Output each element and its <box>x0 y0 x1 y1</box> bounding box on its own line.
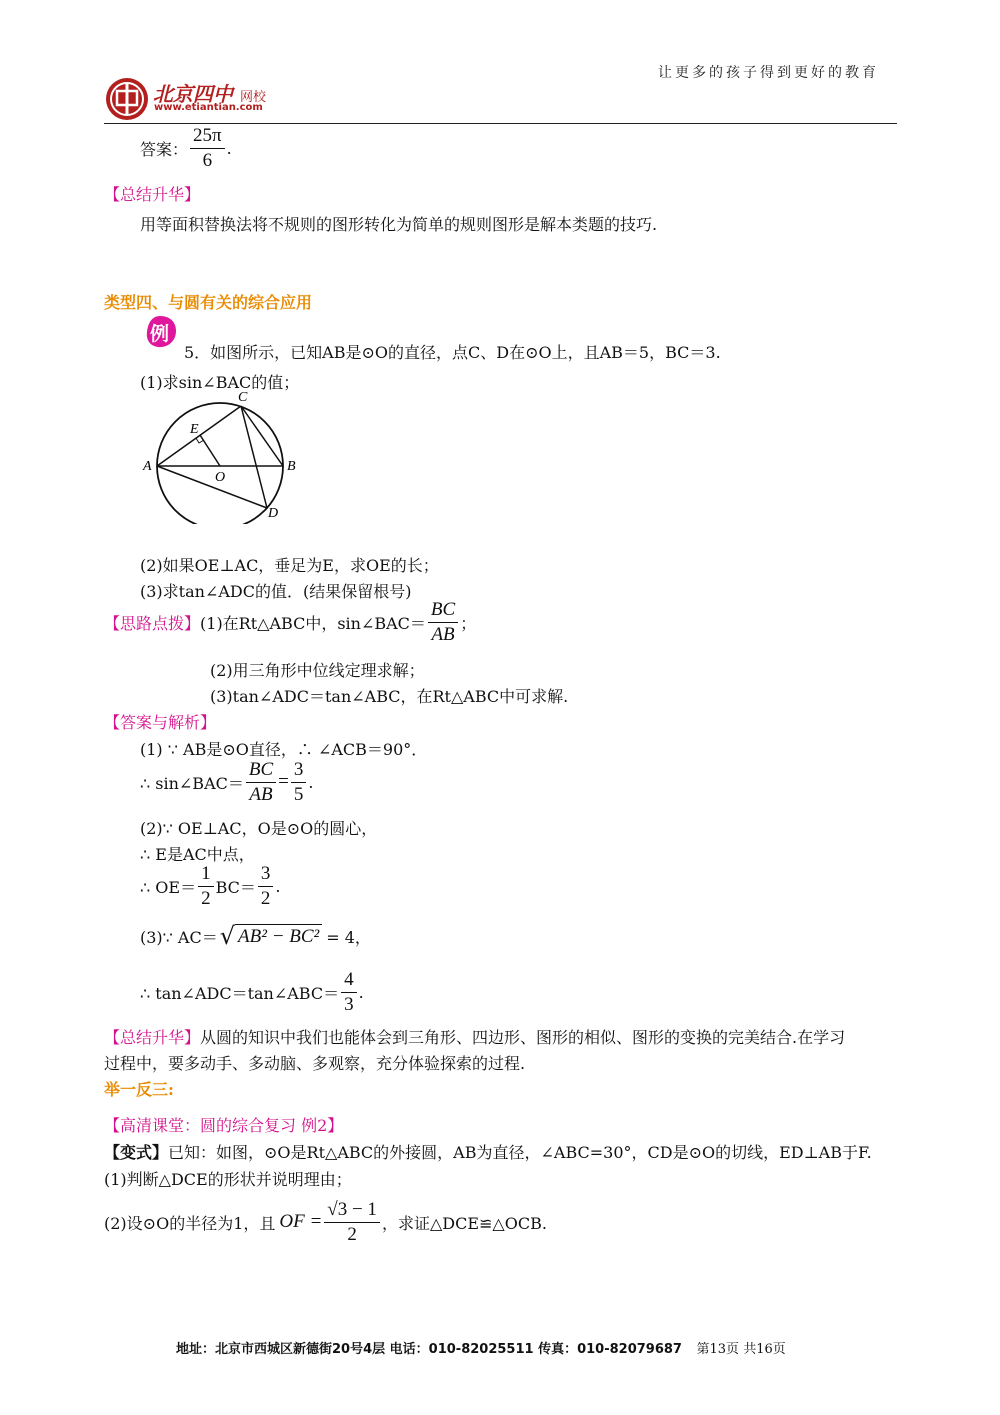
fig-label-e: E <box>190 422 199 437</box>
practice-class-tag: 【高清课堂：圆的综合复习 例2】 <box>104 1116 344 1135</box>
hint-fraction <box>428 600 458 645</box>
hint-line-2: (2)用三角形中位线定理求解； <box>210 661 425 680</box>
s7-den: 3 <box>344 993 354 1015</box>
v2-num: √3 − 1 <box>324 1200 380 1223</box>
summary-2-text-1: 从圆的知识中我们也能体会到三角形、四边形、图形的相似、图形的变换的完美结合.在学习 <box>200 1028 846 1047</box>
practice-v1: (1)判断△DCE的形状并说明理由； <box>104 1170 352 1189</box>
footer-address: 地址：北京市西城区新德街20号4层 电话：010-82025511 传真：010-82079687 <box>176 1342 682 1357</box>
variant-text: 已知：如图，⊙O是Rt△ABC的外接圆，AB为直径，∠ABC=30°，CD是⊙O的切线，ED⊥AB于F. <box>168 1143 872 1162</box>
v2-den: 2 <box>347 1223 357 1245</box>
solution-step-3: (2)∵ OE⊥AC，O是⊙O的圆心， <box>140 819 378 838</box>
s7-pre: ∴ tan∠ADC＝tan∠ABC＝ <box>140 983 340 1003</box>
solution-step-7 <box>140 970 364 1015</box>
fig-label-c: C <box>238 390 248 405</box>
sqrt-expression <box>220 924 323 948</box>
s7-frac <box>341 970 357 1015</box>
hint-num: BC <box>428 600 458 623</box>
practice-variant <box>104 1140 872 1163</box>
answer-fraction <box>190 126 225 171</box>
answer-line <box>140 126 232 171</box>
s2-end: . <box>308 772 314 792</box>
summary-text-1: 用等面积替换法将不规则的图形转化为简单的规则图形是解本类题的技巧. <box>140 215 658 234</box>
v2-post: ，求证△DCE≌△OCB. <box>381 1213 547 1233</box>
s2-pre: ∴ sin∠BAC＝ <box>140 773 244 793</box>
school-logo-icon <box>104 76 150 122</box>
hint-line-3: (3)tan∠ADC＝tan∠ABC，在Rt△ABC中可求解. <box>210 687 569 706</box>
fig-label-o: O <box>215 470 226 485</box>
s2-eq: = <box>278 771 289 793</box>
hint-den: AB <box>431 623 455 645</box>
answer-label: 答案： <box>140 139 189 159</box>
example-q1: (1)求sin∠BAC的值； <box>140 373 300 392</box>
solution-step-1: (1) ∵ AB是⊙O直径，∴ ∠ACB＝90°． <box>140 740 428 759</box>
practice-title: 举一反三: <box>104 1080 174 1099</box>
s5-num2: 3 <box>258 864 274 887</box>
logo-url: www.etiantian.com <box>154 102 263 113</box>
fig-label-a: A <box>143 459 152 474</box>
s2-den1: AB <box>249 783 273 805</box>
example-q3: (3)求tan∠ADC的值．(结果保留根号) <box>140 582 412 601</box>
answer-end: . <box>226 138 232 158</box>
hint-l1-end: ； <box>460 613 477 633</box>
fig-label-b: B <box>287 459 296 474</box>
v2-pre: (2)设⊙O的半径为1，且 <box>104 1213 276 1233</box>
logo-net: 网校 <box>240 90 267 105</box>
hint-line-1 <box>104 600 476 645</box>
v2-frac <box>324 1200 380 1245</box>
s5-frac-2 <box>258 864 274 909</box>
s6-radicand: AB² − BC² <box>235 924 322 948</box>
solution-tag: 【答案与解析】 <box>104 713 217 732</box>
s5-den2: 2 <box>260 887 271 909</box>
example-badge-text: 例 <box>150 323 170 345</box>
s6-post: = 4， <box>326 927 371 947</box>
summary-tag-2: 【总结升华】 <box>104 1028 201 1047</box>
example-q2: (2)如果OE⊥AC，垂足为E，求OE的长； <box>140 556 439 575</box>
footer-page-number: 第13页 共16页 <box>696 1342 786 1357</box>
s2-num2: 3 <box>291 760 307 783</box>
circle-figure <box>140 388 310 524</box>
s5-pre: ∴ OE＝ <box>140 877 197 897</box>
logo-name: 北京四中 <box>153 82 233 106</box>
header-slogan: 让更多的孩子得到更好的教育 <box>658 65 879 81</box>
section-title: 类型四、与圆有关的综合应用 <box>104 293 313 312</box>
s5-mid: BC＝ <box>215 877 256 897</box>
summary-2-line-2: 过程中，要多动手、多动脑、多观察，充分体验探索的过程. <box>104 1054 526 1073</box>
s7-end: . <box>358 982 364 1002</box>
s5-end: . <box>275 876 281 896</box>
fig-label-d: D <box>268 506 279 521</box>
hint-tag: 【思路点拨】 <box>104 613 201 633</box>
answer-num: 25π <box>190 126 225 149</box>
solution-step-2 <box>140 760 313 805</box>
s2-num1: BC <box>246 760 276 783</box>
header-rule <box>104 123 897 124</box>
answer-den: 6 <box>202 149 213 171</box>
s5-den1: 2 <box>201 887 211 909</box>
sqrt-icon: √ <box>219 922 236 950</box>
s6-pre: (3)∵ AC＝ <box>140 927 218 947</box>
footer <box>176 1338 786 1357</box>
practice-v2 <box>104 1200 547 1245</box>
s2-den2: 5 <box>293 783 304 805</box>
example-problem: 5．如图所示，已知AB是⊙O的直径，点C、D在⊙O上，且AB＝5，BC＝3. <box>184 343 721 362</box>
summary-2-line-1 <box>104 1025 845 1048</box>
s7-num: 4 <box>341 970 357 993</box>
s2-frac-1 <box>246 760 276 805</box>
solution-step-5 <box>140 864 280 909</box>
s5-frac-1 <box>198 864 214 909</box>
example-badge-icon <box>142 314 178 350</box>
summary-tag-1: 【总结升华】 <box>104 185 201 204</box>
v2-of: OF = <box>279 1211 323 1233</box>
solution-step-6 <box>140 924 371 948</box>
s5-num1: 1 <box>198 864 214 887</box>
solution-step-4: ∴ E是AC中点， <box>140 845 255 864</box>
hint-l1-pre: (1)在Rt△ABC中，sin∠BAC＝ <box>200 613 426 633</box>
s2-frac-2 <box>291 760 307 805</box>
variant-tag: 【变式】 <box>104 1143 169 1162</box>
